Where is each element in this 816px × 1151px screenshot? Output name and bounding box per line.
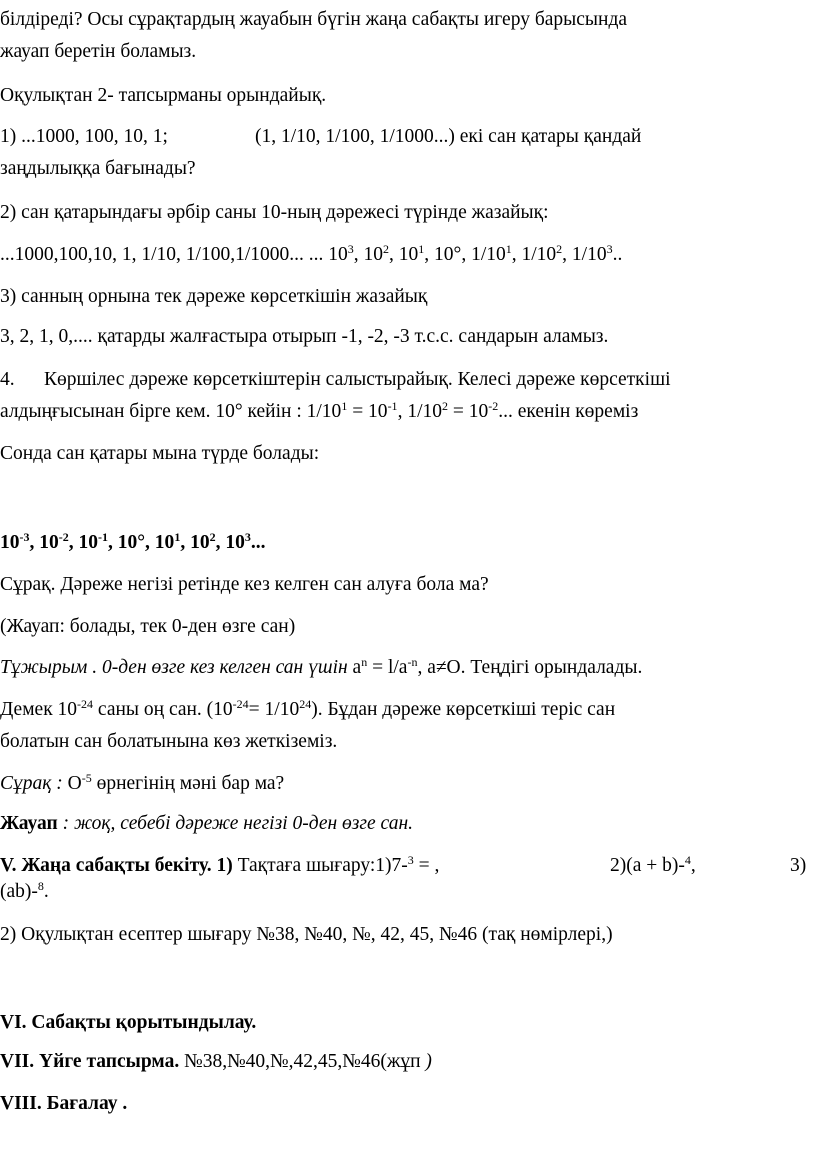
text-fragment: , 1/10 (562, 244, 607, 265)
superscript: 24 (299, 697, 312, 711)
superscript: 2 (441, 399, 448, 413)
text-fragment: = l/a (367, 657, 408, 678)
superscript: -24 (232, 697, 249, 711)
text-fragment: саны оң сан. (10 (93, 699, 233, 720)
text-line (0, 400, 638, 424)
text-line (0, 880, 49, 904)
text-line (0, 125, 168, 149)
superscript: -1 (98, 530, 108, 544)
superscript: -n (407, 655, 418, 669)
text-fragment: , 10 (389, 244, 419, 265)
superscript: -5 (81, 771, 92, 785)
superscript: 4 (684, 853, 691, 867)
text-line (0, 368, 15, 392)
text-line (44, 368, 671, 392)
text-fragment: , 1/10 (397, 401, 442, 422)
text-fragment: ... (250, 532, 266, 553)
text-fragment: ). Бұдан дәреже көрсеткіші теріс сан (311, 699, 616, 720)
superscript: 1 (341, 399, 348, 413)
text-fragment: Сұрақ : (0, 773, 63, 794)
text-fragment: O (62, 773, 82, 794)
text-fragment: Тақтаға шығару:1)7- (232, 855, 408, 876)
superscript: -2 (58, 530, 69, 544)
text-fragment: Көршілес дәреже көрсеткіштерін салыстырайық. Келесі дәреже көрсеткіші (44, 369, 671, 390)
text-line: (Жауап: болады, тек 0-ден өзге сан) (0, 616, 296, 637)
text-fragment: 3) (790, 855, 807, 876)
text-fragment: ) (420, 1051, 432, 1072)
superscript: 2 (383, 242, 390, 256)
text-line (0, 1050, 432, 1074)
superscript: 2 (556, 242, 563, 256)
text-line (0, 656, 642, 680)
superscript: 3 (347, 242, 354, 256)
text-fragment: (1, 1/10, 1/100, 1/1000...) екі сан қатары қандай (255, 126, 642, 147)
text-line (610, 854, 696, 878)
text-fragment: ...1000,100,10, 1, 1/10, 1/100,1/1000... ... 10 (0, 244, 348, 265)
text-line (0, 243, 622, 267)
text-line: жауап беретін боламыз. (0, 41, 197, 62)
superscript: 1 (418, 242, 425, 256)
superscript: -2 (488, 399, 499, 413)
list-number: 4. (0, 369, 15, 390)
text-line (0, 812, 413, 836)
superscript: 8 (37, 879, 44, 893)
superscript: -1 (387, 399, 398, 413)
text-fragment: , 10 (215, 532, 245, 553)
text-fragment: , 10 (353, 244, 384, 265)
superscript: 1 (174, 530, 181, 544)
text-fragment: , 10 (180, 532, 210, 553)
text-fragment: 10 (0, 532, 20, 553)
superscript: -3 (19, 530, 30, 544)
superscript: 3 (244, 530, 251, 544)
superscript: 1 (505, 242, 512, 256)
section-heading: V. Жаңа сабақты бекіту. 1) (0, 855, 233, 876)
section-heading: VIII. Бағалау . (0, 1093, 128, 1114)
text-fragment: Жауап (0, 813, 58, 834)
text-line: 3, 2, 1, 0,.... қатарды жалғастыра отырып -1, -2, -3 т.с.с. сандарын аламыз. (0, 326, 609, 347)
text-fragment: (ab)- (0, 881, 38, 902)
text-line: заңдылыққа бағынады? (0, 158, 196, 179)
superscript: 3 (407, 853, 414, 867)
text-fragment: = 10 (347, 401, 388, 422)
text-line (0, 854, 439, 878)
text-fragment: 1) ...1000, 100, 10, 1; (0, 126, 168, 147)
superscript: 2 (209, 530, 216, 544)
text-line: Сонда сан қатары мына түрде болады: (0, 443, 320, 464)
text-line: Сұрақ. Дәреже негізі ретінде кез келген сан алуға бола ма? (0, 574, 489, 595)
text-fragment: = 10 (447, 401, 489, 422)
text-fragment: алдыңғысынан бірге кем. 10° кейін : 1/10 (0, 401, 342, 422)
text-fragment: №38,№40,№,42,45,№46(жұп (179, 1051, 421, 1072)
superscript: n (361, 655, 368, 669)
text-fragment: , 10 (29, 532, 59, 553)
section-heading: VII. Үйге тапсырма. (0, 1051, 180, 1072)
text-line: болатын сан болатынына көз жеткіземіз. (0, 731, 338, 752)
text-fragment: Демек 10 (0, 699, 78, 720)
text-fragment: , a≠O. Теңдігі орындалады. (417, 657, 643, 678)
text-fragment: , 1/10 (511, 244, 557, 265)
text-fragment: , 10°, 10 (108, 532, 175, 553)
text-fragment: , 10 (68, 532, 98, 553)
text-line: Оқулықтан 2- тапсырманы орындайық. (0, 85, 327, 106)
text-line: 2) Оқулықтан есептер шығару №38, №40, №, 42, 45, №46 (тақ нөмірлері,) (0, 924, 613, 945)
text-fragment: өрнегінің мәні бар ма? (91, 773, 285, 794)
text-fragment: = 1/10 (248, 699, 300, 720)
power-series-line (0, 531, 265, 555)
text-line: 2) сан қатарындағы әрбір саны 10-ның дәрежесі түрінде жазайық: (0, 202, 549, 223)
text-fragment: , (690, 855, 696, 876)
text-line (0, 772, 284, 796)
superscript: 3 (606, 242, 613, 256)
text-line (790, 854, 806, 878)
section-heading: VI. Сабақты қорытындылау. (0, 1012, 257, 1033)
text-fragment: a (347, 657, 362, 678)
text-fragment: , 10°, 1/10 (424, 244, 506, 265)
text-line (0, 698, 615, 722)
text-line (255, 125, 641, 149)
text-fragment: : жоқ, себебі дәреже негізі 0-ден өзге сан. (57, 813, 413, 834)
text-line: 3) санның орнына тек дәреже көрсеткішін жазайық (0, 286, 428, 307)
text-fragment: .. (612, 244, 623, 265)
text-fragment: ... екенін көреміз (498, 401, 639, 422)
text-fragment: = , (413, 855, 440, 876)
text-fragment: . (43, 881, 49, 902)
superscript: -24 (77, 697, 94, 711)
text-line: білдіреді? Осы сұрақтардың жауабын бүгін жаңа сабақты игеру барысында (0, 9, 628, 30)
text-fragment: 2)(a + b)- (610, 855, 685, 876)
text-fragment: Тұжырым . 0-ден өзге кез келген сан үшін (0, 657, 348, 678)
